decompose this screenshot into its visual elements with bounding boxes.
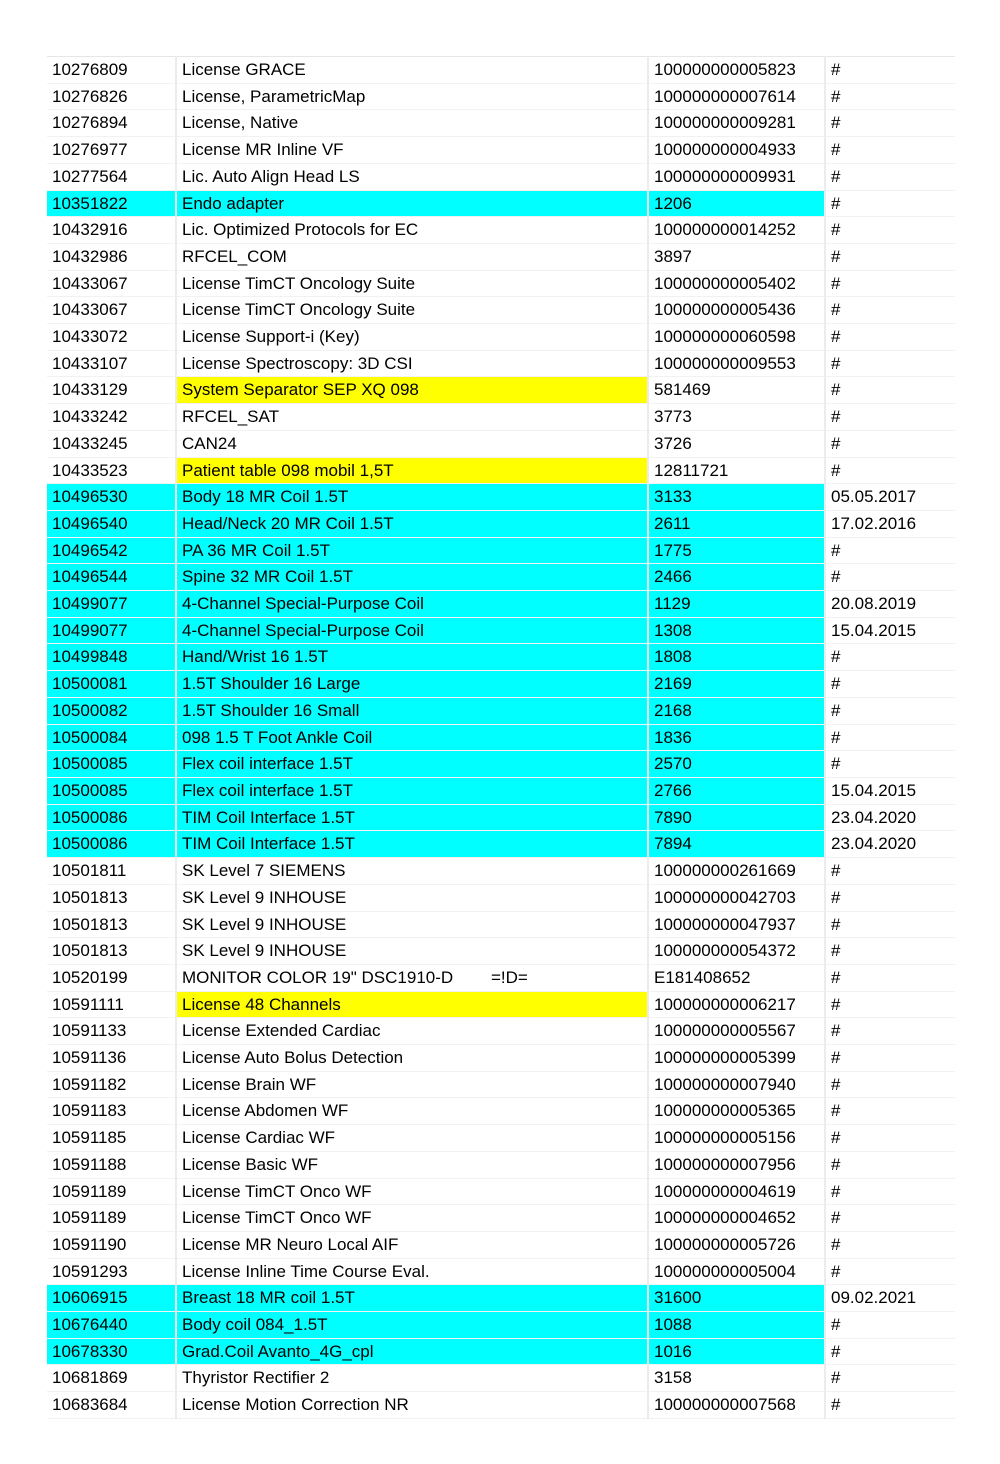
serial-number-cell: 7890 [648,804,825,831]
part-number-cell: 10433523 [47,457,176,484]
serial-number-cell: E181408652 [648,964,825,991]
part-number-cell: 10433107 [47,350,176,377]
date-cell: 17.02.2016 [825,510,955,537]
description-cell: Body 18 MR Coil 1.5T [176,484,648,511]
serial-number-cell: 100000000005726 [648,1231,825,1258]
serial-number-cell: 100000000009931 [648,163,825,190]
description-cell: License Inline Time Course Eval. [176,1258,648,1285]
part-number-cell: 10432986 [47,243,176,270]
part-number-cell: 10683684 [47,1392,176,1419]
serial-number-cell: 581469 [648,377,825,404]
description-cell: License Spectroscopy: 3D CSI [176,350,648,377]
table-row [47,751,955,778]
parts-table-body [47,57,955,1419]
date-cell: # [825,644,955,671]
date-cell: # [825,404,955,431]
description-cell: 1.5T Shoulder 16 Large [176,671,648,698]
serial-number-cell: 1129 [648,591,825,618]
part-number-cell: 10678330 [47,1338,176,1365]
table-row [47,1365,955,1392]
serial-number-cell: 100000000004652 [648,1205,825,1232]
serial-number-cell: 7894 [648,831,825,858]
date-cell: # [825,1338,955,1365]
date-cell: # [825,457,955,484]
serial-number-cell: 100000000005823 [648,57,825,84]
serial-number-cell: 100000000007614 [648,83,825,110]
table-row [47,1392,955,1419]
table-row [47,297,955,324]
table-row [47,510,955,537]
table-row [47,964,955,991]
description-cell: Flex coil interface 1.5T [176,777,648,804]
table-row [47,1285,955,1312]
description-cell: Head/Neck 20 MR Coil 1.5T [176,510,648,537]
table-row [47,1098,955,1125]
table-row [47,190,955,217]
description-cell: Hand/Wrist 16 1.5T [176,644,648,671]
date-cell: 23.04.2020 [825,831,955,858]
description-cell: CAN24 [176,430,648,457]
serial-number-cell: 2570 [648,751,825,778]
description-cell: Breast 18 MR coil 1.5T [176,1285,648,1312]
description-cell: License TimCT Onco WF [176,1205,648,1232]
date-cell: # [825,217,955,244]
description-cell: License Auto Bolus Detection [176,1045,648,1072]
description-cell: License Motion Correction NR [176,1392,648,1419]
date-cell: # [825,1045,955,1072]
serial-number-cell: 100000000007940 [648,1071,825,1098]
serial-number-cell: 1016 [648,1338,825,1365]
table-row [47,1125,955,1152]
serial-number-cell: 100000000005004 [648,1258,825,1285]
part-number-cell: 10276894 [47,110,176,137]
table-row [47,911,955,938]
date-cell: 15.04.2015 [825,777,955,804]
table-row [47,777,955,804]
table-row [47,57,955,84]
serial-number-cell: 2466 [648,564,825,591]
serial-number-cell: 2611 [648,510,825,537]
part-number-cell: 10500085 [47,777,176,804]
table-row [47,377,955,404]
part-number-cell: 10432916 [47,217,176,244]
part-number-cell: 10501813 [47,938,176,965]
date-cell: # [825,324,955,351]
description-cell: TIM Coil Interface 1.5T [176,804,648,831]
serial-number-cell: 100000000004933 [648,137,825,164]
table-row [47,831,955,858]
part-number-cell: 10591136 [47,1045,176,1072]
serial-number-cell: 100000000054372 [648,938,825,965]
description-cell: Patient table 098 mobil 1,5T [176,457,648,484]
serial-number-cell: 100000000006217 [648,991,825,1018]
date-cell: # [825,83,955,110]
part-number-cell: 10496540 [47,510,176,537]
table-row [47,617,955,644]
date-cell: # [825,1125,955,1152]
serial-number-cell: 3773 [648,404,825,431]
part-number-cell: 10500081 [47,671,176,698]
part-number-cell: 10501811 [47,858,176,885]
table-row [47,564,955,591]
description-cell: License TimCT Oncology Suite [176,270,648,297]
part-number-cell: 10591183 [47,1098,176,1125]
serial-number-cell: 100000000005402 [648,270,825,297]
part-number-cell: 10520199 [47,964,176,991]
description-cell: Endo adapter [176,190,648,217]
part-number-cell: 10591189 [47,1178,176,1205]
table-row [47,1205,955,1232]
date-cell: # [825,1178,955,1205]
table-row [47,644,955,671]
part-number-cell: 10501813 [47,884,176,911]
date-cell: # [825,190,955,217]
date-cell: # [825,350,955,377]
description-cell: Thyristor Rectifier 2 [176,1365,648,1392]
serial-number-cell: 3897 [648,243,825,270]
serial-number-cell: 100000000005436 [648,297,825,324]
table-row [47,430,955,457]
serial-number-cell: 100000000014252 [648,217,825,244]
part-number-cell: 10606915 [47,1285,176,1312]
date-cell: 20.08.2019 [825,591,955,618]
part-number-cell: 10433129 [47,377,176,404]
serial-number-cell: 100000000047937 [648,911,825,938]
date-cell: # [825,671,955,698]
table-row [47,1338,955,1365]
serial-number-cell: 31600 [648,1285,825,1312]
table-row [47,83,955,110]
serial-number-cell: 1775 [648,537,825,564]
description-cell: Spine 32 MR Coil 1.5T [176,564,648,591]
part-number-cell: 10500082 [47,697,176,724]
serial-number-cell: 100000000060598 [648,324,825,351]
part-number-cell: 10277564 [47,163,176,190]
table-row [47,858,955,885]
date-cell: # [825,110,955,137]
serial-number-cell: 100000000005399 [648,1045,825,1072]
table-row [47,1231,955,1258]
description-cell: Lic. Optimized Protocols for EC [176,217,648,244]
description-cell: 1.5T Shoulder 16 Small [176,697,648,724]
description-cell: TIM Coil Interface 1.5T [176,831,648,858]
description-cell: RFCEL_SAT [176,404,648,431]
table-row [47,1258,955,1285]
table-row [47,163,955,190]
description-cell: RFCEL_COM [176,243,648,270]
part-number-cell: 10499848 [47,644,176,671]
serial-number-cell: 1836 [648,724,825,751]
table-row [47,991,955,1018]
date-cell: # [825,564,955,591]
part-number-cell: 10500086 [47,804,176,831]
serial-number-cell: 1808 [648,644,825,671]
serial-number-cell: 100000000007956 [648,1151,825,1178]
part-number-cell: 10433245 [47,430,176,457]
table-row [47,697,955,724]
serial-number-cell: 1088 [648,1312,825,1339]
part-number-cell: 10591133 [47,1018,176,1045]
table-row [47,404,955,431]
serial-number-cell: 12811721 [648,457,825,484]
table-row [47,1071,955,1098]
date-cell: # [825,1018,955,1045]
date-cell: # [825,137,955,164]
table-row [47,537,955,564]
table-row [47,1045,955,1072]
table-row [47,804,955,831]
part-number-cell: 10496530 [47,484,176,511]
description-cell: License GRACE [176,57,648,84]
date-cell: # [825,911,955,938]
serial-number-cell: 100000000005567 [648,1018,825,1045]
description-cell: License Abdomen WF [176,1098,648,1125]
date-cell: # [825,297,955,324]
part-number-cell: 10500086 [47,831,176,858]
serial-number-cell: 3726 [648,430,825,457]
description-cell: System Separator SEP XQ 098 [176,377,648,404]
description-cell: License, ParametricMap [176,83,648,110]
date-cell: # [825,1392,955,1419]
description-cell: License, Native [176,110,648,137]
date-cell: # [825,1231,955,1258]
part-number-cell: 10276826 [47,83,176,110]
serial-number-cell: 3158 [648,1365,825,1392]
date-cell: # [825,163,955,190]
description-cell: Body coil 084_1.5T [176,1312,648,1339]
description-cell: Grad.Coil Avanto_4G_cpl [176,1338,648,1365]
date-cell: # [825,884,955,911]
table-row [47,324,955,351]
date-cell: # [825,964,955,991]
table-row [47,217,955,244]
serial-number-cell: 100000000005156 [648,1125,825,1152]
part-number-cell: 10591188 [47,1151,176,1178]
serial-number-cell: 2766 [648,777,825,804]
table-row [47,938,955,965]
description-cell: Lic. Auto Align Head LS [176,163,648,190]
description-cell: License Brain WF [176,1071,648,1098]
date-cell: # [825,697,955,724]
part-number-cell: 10499077 [47,591,176,618]
table-row [47,1018,955,1045]
description-cell: License MR Inline VF [176,137,648,164]
date-cell: # [825,430,955,457]
description-cell: SK Level 9 INHOUSE [176,884,648,911]
serial-number-cell: 100000000261669 [648,858,825,885]
date-cell: # [825,1312,955,1339]
part-number-cell: 10499077 [47,617,176,644]
description-cell: License Extended Cardiac [176,1018,648,1045]
part-number-cell: 10276809 [47,57,176,84]
part-number-cell: 10500084 [47,724,176,751]
description-cell: 4-Channel Special-Purpose Coil [176,617,648,644]
date-cell: 23.04.2020 [825,804,955,831]
serial-number-cell: 100000000009281 [648,110,825,137]
table-row [47,1178,955,1205]
table-row [47,724,955,751]
table-row [47,591,955,618]
date-cell: # [825,991,955,1018]
serial-number-cell: 100000000009553 [648,350,825,377]
description-cell: MONITOR COLOR 19" DSC1910-D =!D= [176,964,648,991]
part-number-cell: 10591293 [47,1258,176,1285]
description-cell: SK Level 9 INHOUSE [176,911,648,938]
description-cell: License TimCT Oncology Suite [176,297,648,324]
date-cell: # [825,1071,955,1098]
date-cell: # [825,1205,955,1232]
part-number-cell: 10496542 [47,537,176,564]
table-row [47,457,955,484]
parts-table [47,56,955,1419]
date-cell: # [825,1365,955,1392]
serial-number-cell: 2168 [648,697,825,724]
table-row [47,671,955,698]
date-cell: # [825,377,955,404]
description-cell: License MR Neuro Local AIF [176,1231,648,1258]
part-number-cell: 10351822 [47,190,176,217]
table-row [47,137,955,164]
serial-number-cell: 100000000042703 [648,884,825,911]
serial-number-cell: 100000000007568 [648,1392,825,1419]
table-row [47,110,955,137]
part-number-cell: 10681869 [47,1365,176,1392]
description-cell: SK Level 9 INHOUSE [176,938,648,965]
part-number-cell: 10591111 [47,991,176,1018]
table-row [47,350,955,377]
serial-number-cell: 3133 [648,484,825,511]
date-cell: # [825,537,955,564]
part-number-cell: 10433067 [47,297,176,324]
date-cell: # [825,57,955,84]
serial-number-cell: 100000000005365 [648,1098,825,1125]
date-cell: # [825,1098,955,1125]
part-number-cell: 10276977 [47,137,176,164]
table-row [47,270,955,297]
description-cell: License Cardiac WF [176,1125,648,1152]
description-cell: License 48 Channels [176,991,648,1018]
part-number-cell: 10591189 [47,1205,176,1232]
date-cell: 15.04.2015 [825,617,955,644]
part-number-cell: 10433067 [47,270,176,297]
description-cell: SK Level 7 SIEMENS [176,858,648,885]
serial-number-cell: 2169 [648,671,825,698]
date-cell: 05.05.2017 [825,484,955,511]
part-number-cell: 10591185 [47,1125,176,1152]
date-cell: # [825,724,955,751]
description-cell: Flex coil interface 1.5T [176,751,648,778]
part-number-cell: 10591182 [47,1071,176,1098]
part-number-cell: 10501813 [47,911,176,938]
date-cell: # [825,243,955,270]
date-cell: # [825,270,955,297]
part-number-cell: 10500085 [47,751,176,778]
description-cell: PA 36 MR Coil 1.5T [176,537,648,564]
part-number-cell: 10496544 [47,564,176,591]
date-cell: # [825,938,955,965]
description-cell: License Basic WF [176,1151,648,1178]
date-cell: # [825,858,955,885]
part-number-cell: 10433242 [47,404,176,431]
description-cell: 098 1.5 T Foot Ankle Coil [176,724,648,751]
date-cell: # [825,1151,955,1178]
table-row [47,1312,955,1339]
table-row [47,1151,955,1178]
part-number-cell: 10676440 [47,1312,176,1339]
serial-number-cell: 1206 [648,190,825,217]
part-number-cell: 10433072 [47,324,176,351]
table-row [47,484,955,511]
serial-number-cell: 100000000004619 [648,1178,825,1205]
description-cell: License TimCT Onco WF [176,1178,648,1205]
serial-number-cell: 1308 [648,617,825,644]
part-number-cell: 10591190 [47,1231,176,1258]
table-row [47,243,955,270]
date-cell: # [825,751,955,778]
description-cell: 4-Channel Special-Purpose Coil [176,591,648,618]
date-cell: 09.02.2021 [825,1285,955,1312]
table-row [47,884,955,911]
description-cell: License Support-i (Key) [176,324,648,351]
date-cell: # [825,1258,955,1285]
